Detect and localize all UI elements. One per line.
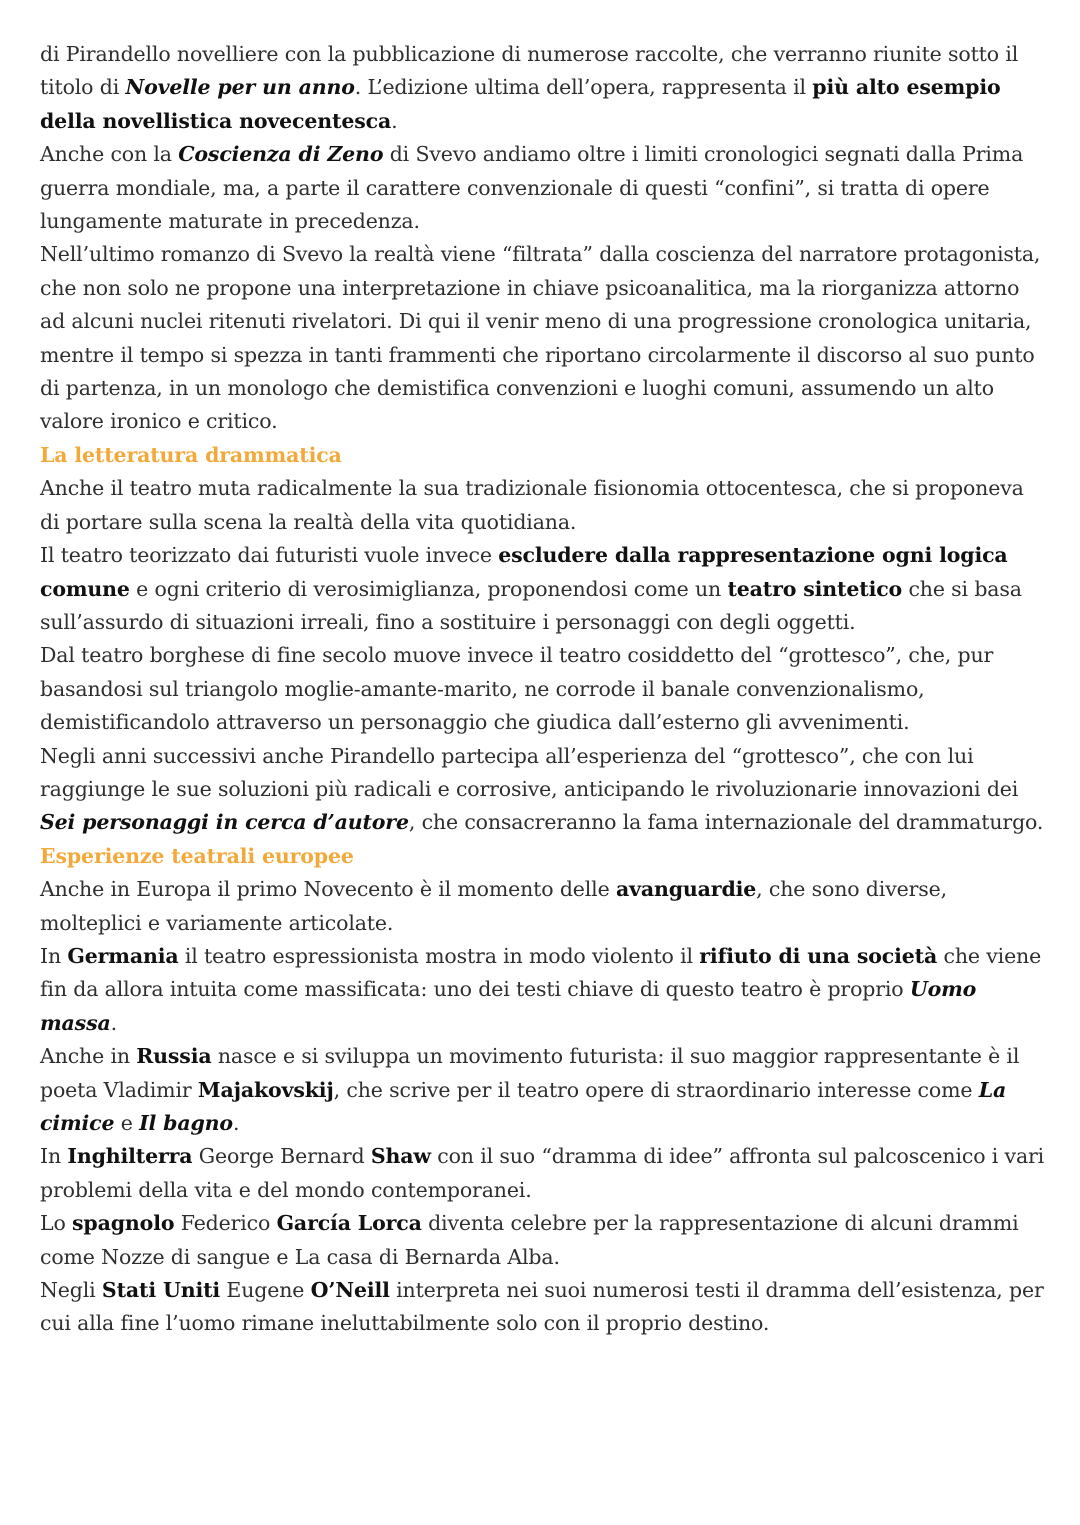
emphasis: Russia xyxy=(136,1044,212,1069)
emphasis: García Lorca xyxy=(276,1211,422,1236)
text-span: Nell’ultimo romanzo di Svevo la realtà viene “filtrata” dalla coscienza del narratore protagonista, che non solo ne propone una interpretazione in chiave psicoanalitica, ma la riorganizza attorno ad alcuni nuclei ritenuti rivelatori. Di qui il venir meno di una progressione cronologica unitaria, mentre il tempo si spezza in tanti frammenti che riportano circolarmente il discorso al suo punto di partenza, in un monologo che demistifica convenzioni e luoghi comuni, assumendo un alto valore ironico e critico. xyxy=(40,242,1041,434)
text-span: , che sono diverse, molteplici e variamente articolate. xyxy=(40,877,947,935)
paragraph-svevo xyxy=(40,238,1045,438)
paragraph-grottesco xyxy=(40,639,1045,739)
text-span: Anche in Europa il primo Novecento è il momento delle xyxy=(40,877,616,902)
text-span: che viene fin da allora intuita come massificata: uno dei testi chiave di questo teatro è proprio xyxy=(40,943,1042,1002)
text-span: di Pirandello novelliere con la pubblicazione di numerose raccolte, che verranno riunite sotto il titolo di xyxy=(40,42,1019,100)
document-page xyxy=(40,38,1045,1341)
work-title: Sei personaggi in cerca d’autore xyxy=(40,810,409,835)
paragraph-germania xyxy=(40,940,1045,1040)
text-span: interpreta nei suoi numerosi testi il dramma dell’esistenza, per cui alla fine l’uomo rimane ineluttabilmente solo con il proprio destino. xyxy=(40,1278,1044,1336)
text-span: In xyxy=(40,1144,68,1169)
paragraph-spagna xyxy=(40,1207,1045,1274)
emphasis: teatro sintetico xyxy=(727,576,903,601)
work-title: Coscienza di Zeno xyxy=(178,142,384,167)
paragraph-avanguardie xyxy=(40,873,1045,940)
emphasis: Shaw xyxy=(370,1144,431,1169)
emphasis: spagnolo xyxy=(72,1211,175,1236)
text-span: diventa celebre per la rappresentazione di alcuni drammi come Nozze di sangue e La casa di Bernarda Alba. xyxy=(40,1211,1019,1269)
section-heading-esperienze-europee: Esperienze teatrali europee xyxy=(40,843,354,868)
emphasis: Stati Uniti xyxy=(101,1278,221,1303)
text-span: Lo xyxy=(40,1211,73,1236)
emphasis: escludere dalla rappresentazione ogni logica comune xyxy=(40,543,1008,601)
text-span: . xyxy=(391,108,398,133)
text-span: In xyxy=(40,943,68,968)
emphasis: Germania xyxy=(67,943,179,968)
text-span: Il teatro teorizzato dai futuristi vuole invece xyxy=(40,543,499,568)
paragraph-pirandello xyxy=(40,740,1045,840)
text-span: . xyxy=(110,1010,117,1035)
text-span: e xyxy=(114,1111,140,1135)
text-span: Negli anni successivi anche Pirandello partecipa all’esperienza del “grottesco”, che con lui raggiunge le sue soluzioni più radicali e corrosive, anticipando le rivoluzionarie innovazioni dei xyxy=(40,743,1019,801)
text-span: e ogni criterio di verosimiglianza, proponendosi come un xyxy=(129,576,728,601)
work-title: La cimice xyxy=(40,1077,1007,1135)
work-title: Il bagno xyxy=(139,1111,233,1135)
work-title: Novelle per un anno xyxy=(125,75,355,100)
emphasis: più alto esempio della novellistica novecentesca xyxy=(40,75,1001,133)
paragraph-inghilterra xyxy=(40,1140,1045,1207)
text-span: Anche il teatro muta radicalmente la sua tradizionale fisionomia ottocentesca, che si proponeva di portare sulla scena la realtà della vita quotidiana. xyxy=(40,476,1024,534)
text-span: Negli xyxy=(40,1278,102,1303)
emphasis: Inghilterra xyxy=(67,1144,193,1169)
paragraph-novelle xyxy=(40,38,1045,138)
text-span: Federico xyxy=(174,1211,277,1236)
text-span: George Bernard xyxy=(192,1144,371,1169)
text-span: Eugene xyxy=(220,1278,311,1303)
text-span: Anche con la xyxy=(40,142,179,167)
emphasis: rifiuto di una società xyxy=(699,943,938,968)
text-span: il teatro espressionista mostra in modo violento il xyxy=(178,943,700,968)
work-title: Uomo massa xyxy=(40,977,977,1035)
text-span: , che scrive per il teatro opere di straordinario interesse come xyxy=(333,1077,979,1102)
text-span: Anche in xyxy=(40,1044,137,1069)
text-span: nasce e si sviluppa un movimento futurista: il suo maggior rappresentante è il poeta Vladimir xyxy=(40,1044,1020,1102)
text-span: con il suo “dramma di idee” affronta sul palcoscenico i vari problemi della vita e del mondo contemporanei. xyxy=(40,1144,1045,1202)
paragraph-teatro xyxy=(40,472,1045,539)
section-heading-letteratura-drammatica: La letteratura drammatica xyxy=(40,442,342,467)
emphasis: avanguardie xyxy=(615,877,757,902)
text-span: , che consacreranno la fama internazionale del drammaturgo. xyxy=(408,810,1044,835)
paragraph-russia xyxy=(40,1040,1045,1140)
text-span: . L’edizione ultima dell’opera, rappresenta il xyxy=(354,75,813,100)
paragraph-stati-uniti xyxy=(40,1274,1045,1341)
text-span: Dal teatro borghese di fine secolo muove invece il teatro cosiddetto del “grottesco”, che, pur basandosi sul triangolo moglie-amante-marito, ne corrode il banale convenzionalismo, demistificandolo attraverso un personaggio che giudica dall’esterno gli avvenimenti. xyxy=(40,643,994,735)
text-span: di Svevo andiamo oltre i limiti cronologici segnati dalla Prima guerra mondiale, ma, a parte il carattere convenzionale di questi “confini”, si tratta di opere lungamente maturate in precedenza. xyxy=(40,142,1024,234)
text-span: . xyxy=(232,1111,240,1135)
text-span: che si basa sull’assurdo di situazioni irreali, fino a sostituire i personaggi con degli oggetti. xyxy=(40,576,1022,634)
paragraph-coscienza xyxy=(40,138,1045,238)
emphasis: O’Neill xyxy=(310,1278,390,1303)
paragraph-futuristi xyxy=(40,539,1045,639)
emphasis: Majakovskij xyxy=(197,1077,334,1102)
